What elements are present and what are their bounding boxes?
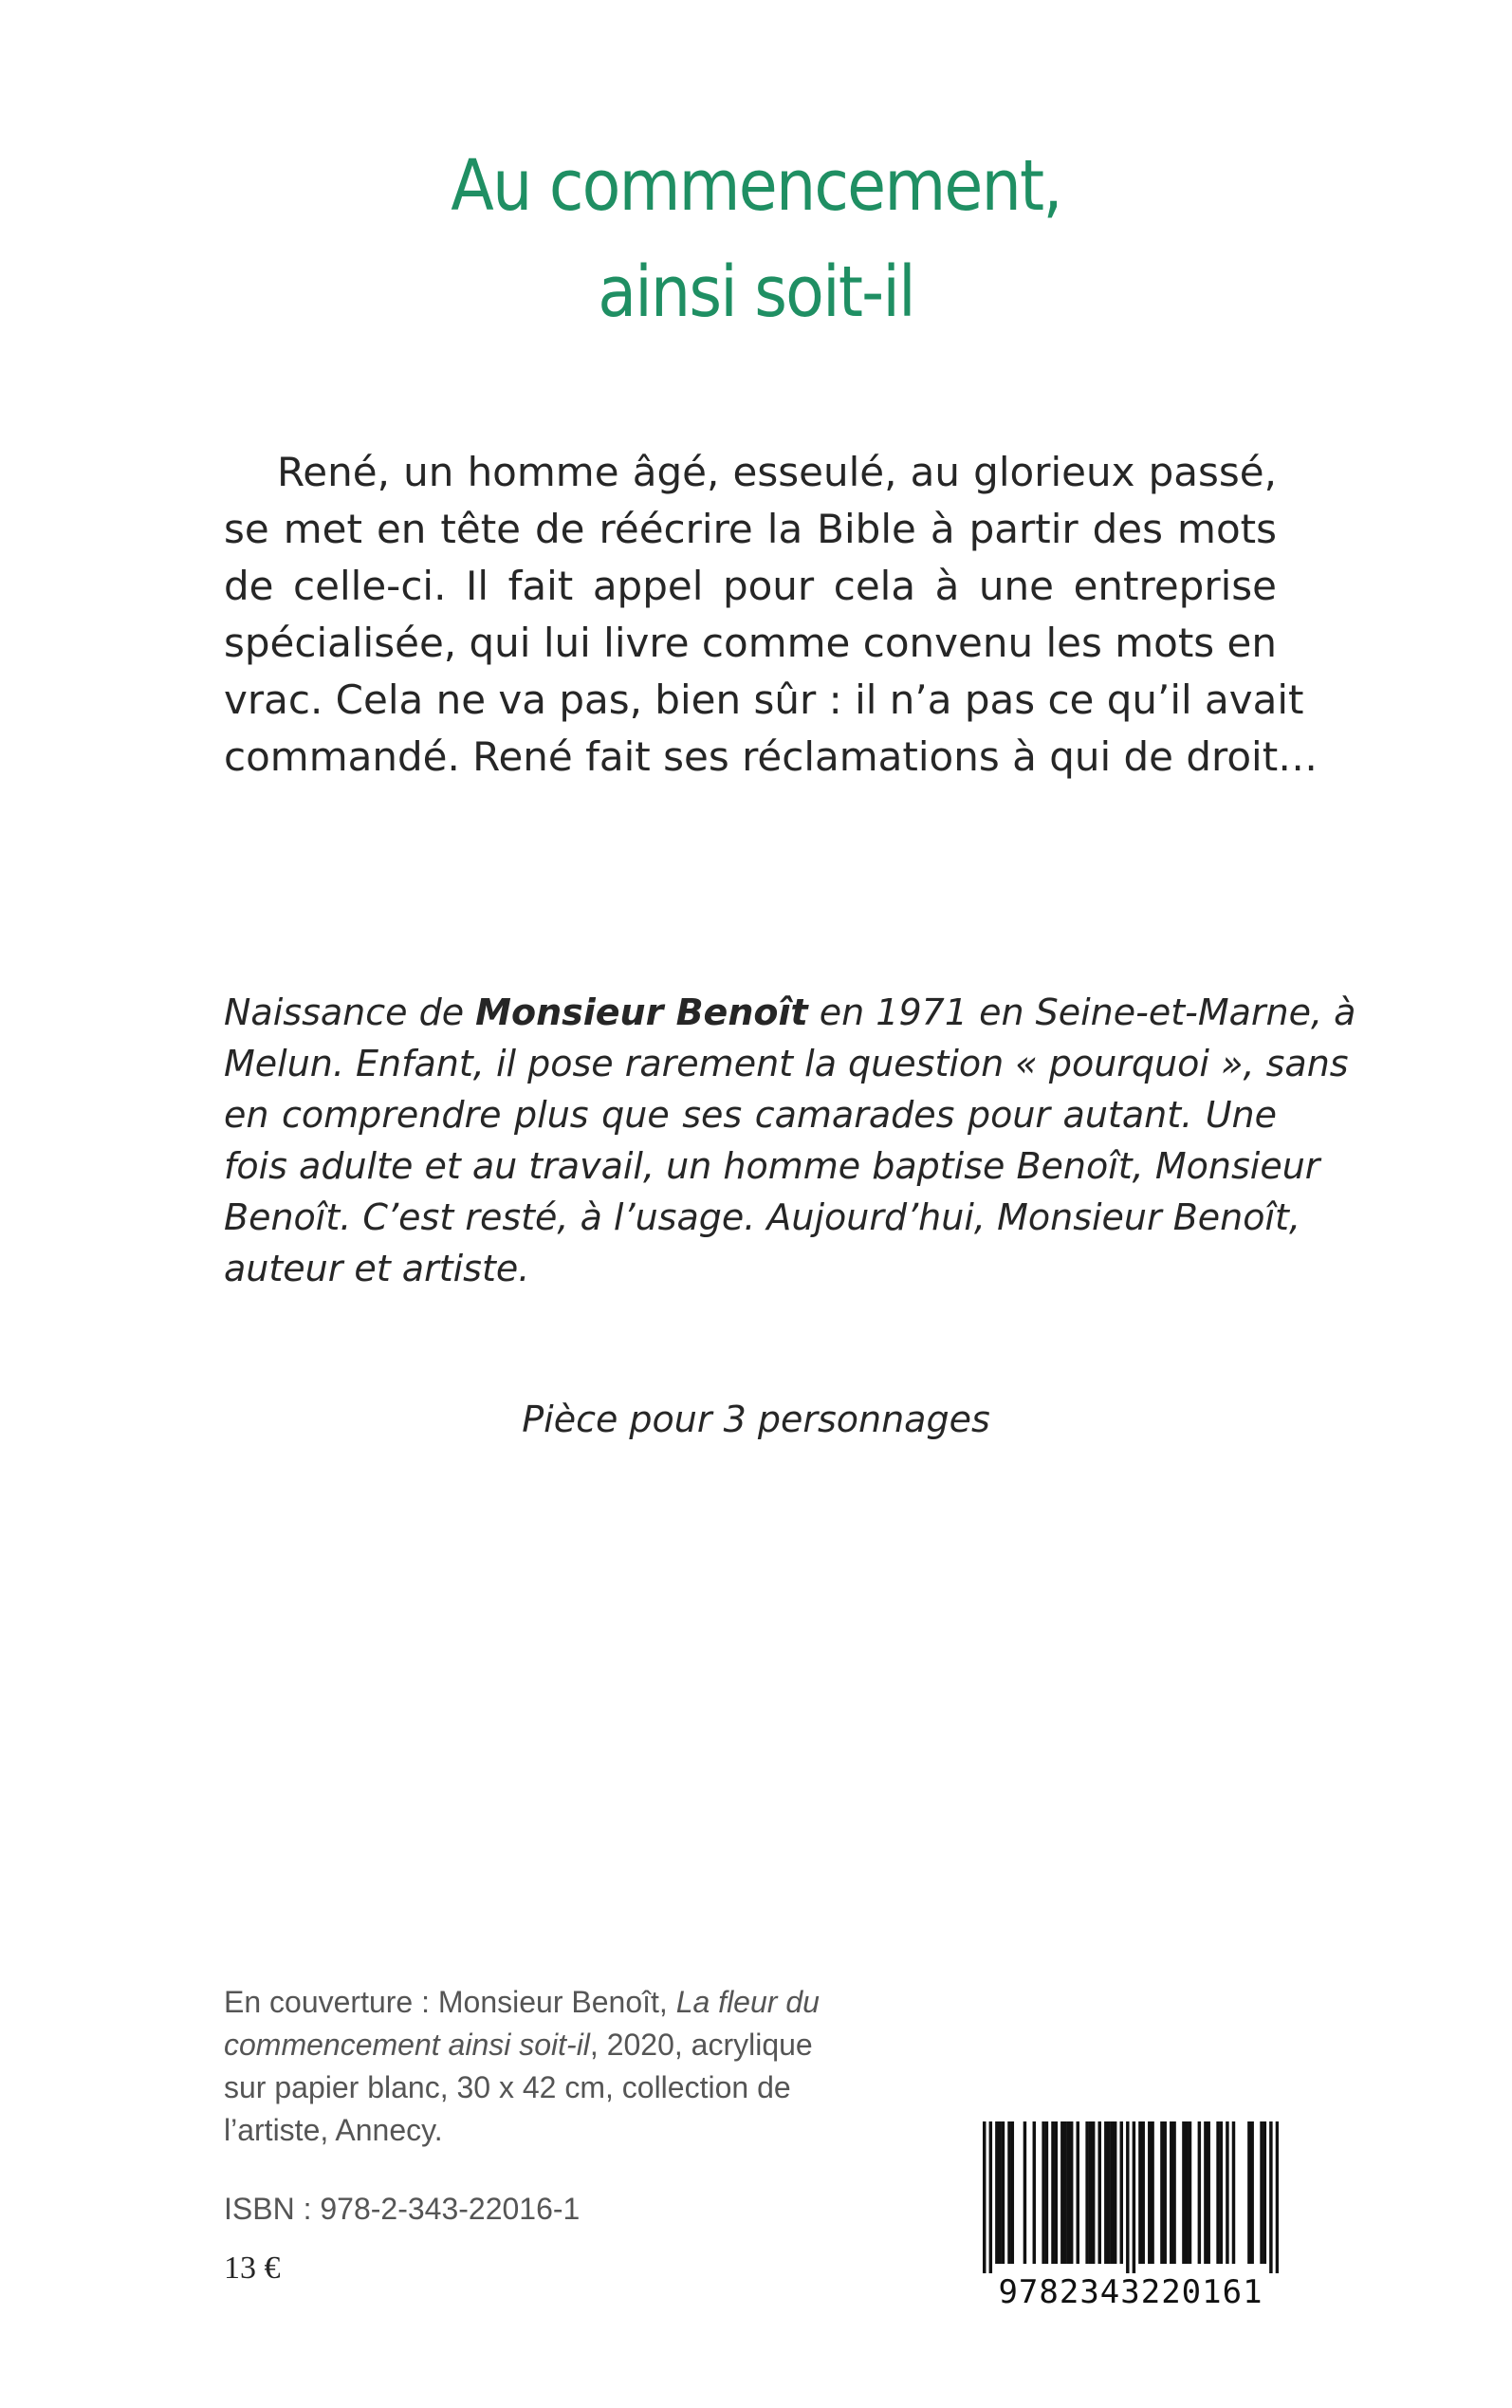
barcode-bar <box>1172 2121 1175 2264</box>
bio-post: en 1971 en Seine-et-Marne, à <box>807 991 1356 1033</box>
summary-line: de celle-ci. Il fait appel pour cela à une entreprise <box>224 563 1277 609</box>
book-summary <box>224 444 1318 786</box>
barcode-bar <box>1098 2121 1101 2264</box>
barcode-bar <box>1045 2121 1048 2264</box>
barcode-bar <box>1055 2121 1058 2264</box>
title-line-2: ainsi soit-il <box>598 251 914 333</box>
barcode-bar <box>998 2121 1001 2264</box>
author-name: Monsieur Benoît <box>475 991 808 1033</box>
barcode-bar <box>1114 2121 1116 2264</box>
barcode-bar <box>1104 2121 1107 2264</box>
barcode-bar <box>1182 2121 1185 2264</box>
bio-line-6: auteur et artiste. <box>224 1248 530 1289</box>
barcode-bar <box>1067 2121 1070 2264</box>
credit-line-1 <box>224 1981 850 2024</box>
barcode-bar <box>1063 2121 1066 2264</box>
barcode-bar <box>1042 2121 1044 2264</box>
barcode-bar <box>1133 2121 1135 2273</box>
bio-line-5: Benoît. C’est resté, à l’usage. Aujourd’hui, Monsieur Benoît, <box>224 1196 1301 1238</box>
isbn: ISBN : 978-2-343-22016-1 <box>224 2192 581 2226</box>
barcode-bar <box>989 2121 992 2273</box>
barcode-bar <box>1260 2121 1263 2264</box>
barcode-bar <box>1089 2121 1092 2264</box>
barcode-bar <box>1148 2121 1151 2264</box>
summary-line: vrac. Cela ne va pas, bien sûr : il n’a pas ce qu’il avait <box>224 676 1304 723</box>
bio-line-1 <box>224 987 1356 1038</box>
bio-line-4: fois adulte et au travail, un homme baptise Benoît, Monsieur <box>224 1145 1320 1187</box>
barcode-bar <box>1092 2121 1095 2264</box>
summary-line: René, un homme âgé, esseulé, au glorieux passé, <box>277 449 1277 495</box>
barcode-bar <box>1120 2121 1123 2264</box>
barcode-bar <box>1185 2121 1188 2264</box>
barcode-bar <box>1007 2121 1010 2264</box>
barcode-bar <box>1151 2121 1153 2264</box>
barcode-digits: 9782343220161 <box>998 2273 1263 2311</box>
summary-line: se met en tête de réécrire la Bible à partir des mots <box>224 506 1277 552</box>
barcode-bar <box>1170 2121 1172 2264</box>
barcode-bar <box>1226 2121 1228 2264</box>
barcode-bar <box>1189 2121 1191 2264</box>
barcode-bar <box>1232 2121 1235 2264</box>
title-line-1: Au commencement, <box>451 145 1061 227</box>
summary-line: commandé. René fait ses réclamations à qui de droit… <box>224 733 1318 780</box>
bio-line-3: en comprendre plus que ses camarades pour autant. Une <box>224 1094 1277 1136</box>
barcode-bar <box>1204 2121 1207 2264</box>
barcode-bar <box>1060 2121 1063 2264</box>
bio-pre: Naissance de <box>224 991 476 1033</box>
cover-credit <box>224 1981 850 2152</box>
barcode-bar <box>1269 2121 1272 2273</box>
barcode-bar <box>1141 2121 1144 2264</box>
barcode-bar <box>1198 2121 1201 2264</box>
credit-line-2 <box>224 2024 850 2066</box>
barcode-bar <box>1051 2121 1054 2264</box>
book-title <box>76 133 1437 345</box>
price: 13 € <box>224 2251 281 2286</box>
artwork-title-part2: commencement ainsi soit-il <box>224 2028 590 2062</box>
barcode-bar <box>1220 2121 1223 2264</box>
credit-line-4: l’artiste, Annecy. <box>224 2113 443 2147</box>
barcode-bar <box>1216 2121 1219 2264</box>
barcode-bar <box>1002 2121 1005 2264</box>
artwork-title-part1: La fleur du <box>675 1985 820 2019</box>
barcode-bar <box>1247 2121 1250 2264</box>
barcode-bar <box>1263 2121 1266 2264</box>
barcode-bar <box>1023 2121 1026 2264</box>
play-genre: Pièce pour 3 personnages <box>522 1398 990 1440</box>
barcode-bar <box>1138 2121 1141 2264</box>
barcode-bar <box>1126 2121 1129 2273</box>
barcode-bar <box>983 2121 986 2273</box>
barcode-bar <box>1160 2121 1163 2264</box>
barcode-bar <box>995 2121 998 2264</box>
barcode-bar <box>1107 2121 1110 2264</box>
barcode-bar <box>1163 2121 1166 2264</box>
barcode-bar <box>1033 2121 1036 2264</box>
barcode-bar <box>1011 2121 1014 2264</box>
barcode-bars <box>983 2121 1279 2273</box>
credit-pre: En couverture : Monsieur Benoît, <box>224 1985 676 2019</box>
author-bio <box>224 987 1356 1294</box>
summary-line: spécialisée, qui lui livre comme convenu les mots en <box>224 620 1277 666</box>
barcode-bar <box>1077 2121 1079 2264</box>
credit-post: , 2020, acrylique <box>589 2028 813 2062</box>
barcode-bar <box>1276 2121 1279 2273</box>
barcode-bar <box>1111 2121 1114 2264</box>
barcode-bar <box>1085 2121 1088 2264</box>
bio-line-2: Melun. Enfant, il pose rarement la question « pourquoi », sans <box>224 1043 1349 1084</box>
barcode-bar <box>1070 2121 1073 2264</box>
barcode-bar <box>1207 2121 1209 2264</box>
credit-line-3: sur papier blanc, 30 x 42 cm, collection de <box>224 2070 791 2104</box>
barcode-bar <box>1250 2121 1253 2264</box>
